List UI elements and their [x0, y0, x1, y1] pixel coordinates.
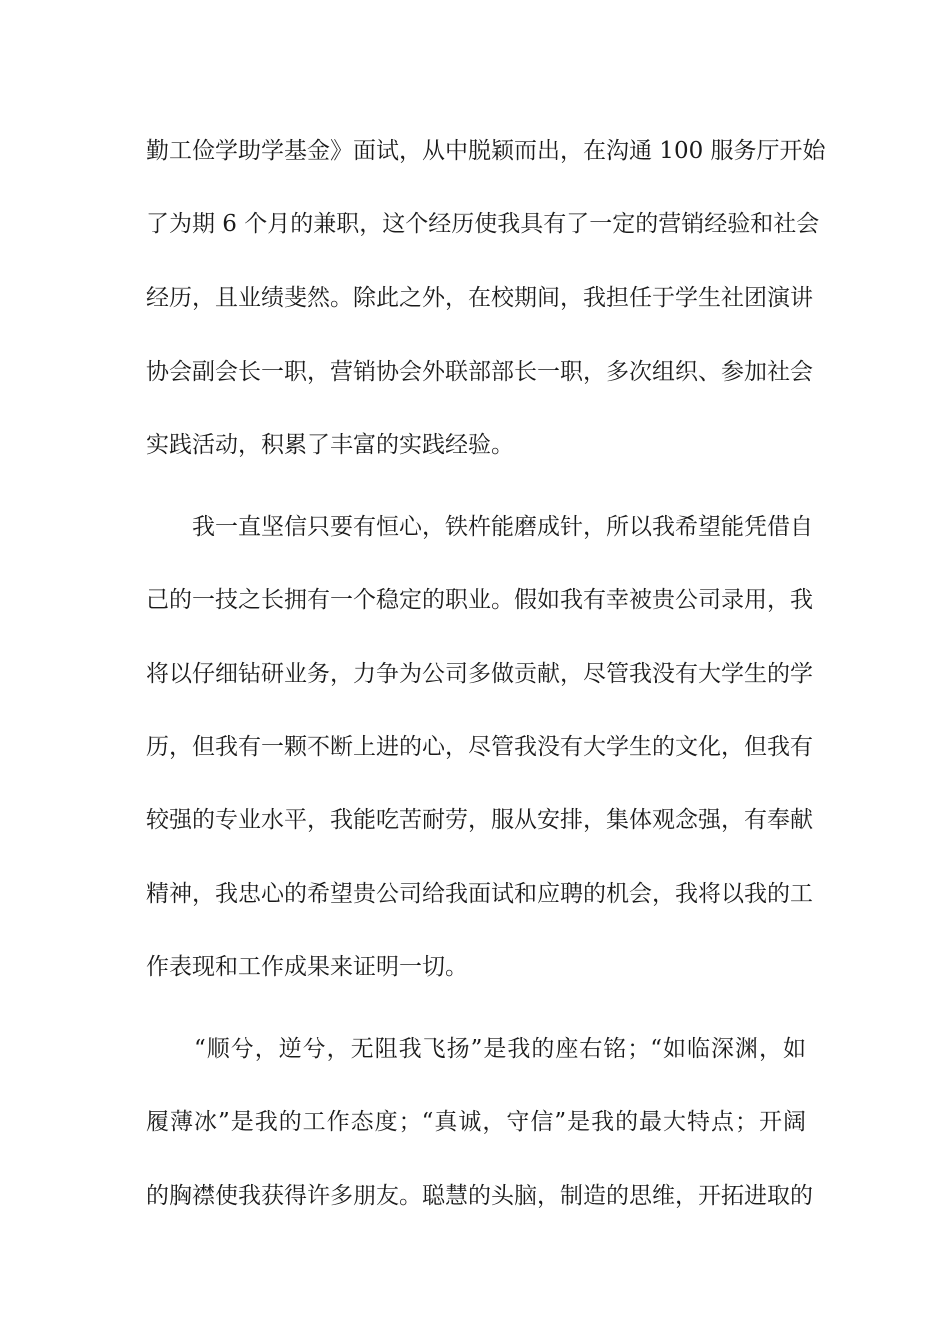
text-line: “顺兮，逆兮，无阻我飞扬”是我的座右铭；“如临深渊，如	[146, 1036, 806, 1062]
text-line: 精神，我忠心的希望贵公司给我面试和应聘的机会，我将以我的工	[146, 881, 813, 907]
text-line: 我一直坚信只要有恒心，铁杵能磨成针，所以我希望能凭借自	[146, 514, 813, 540]
text-line: 较强的专业水平，我能吃苦耐劳，服从安排，集体观念强，有奉献	[146, 807, 813, 833]
text-line: 的胸襟使我获得许多朋友。聪慧的头脑，制造的思维，开拓进取的	[146, 1183, 813, 1209]
text-line: 了为期 6 个月的兼职，这个经历使我具有了一定的营销经验和社会	[146, 211, 820, 237]
text-line: 历，但我有一颗不断上进的心，尽管我没有大学生的文化，但我有	[146, 734, 813, 760]
text-line: 经历，且业绩斐然。除此之外，在校期间，我担任于学生社团演讲	[146, 285, 813, 311]
text-line: 作表现和工作成果来证明一切。	[146, 954, 468, 980]
text-line: 协会副会长一职，营销协会外联部部长一职，多次组织、参加社会	[146, 359, 813, 385]
text-line: 将以仔细钻研业务，力争为公司多做贡献，尽管我没有大学生的学	[146, 661, 813, 687]
text-line: 己的一技之长拥有一个稳定的职业。假如我有幸被贵公司录用，我	[146, 587, 813, 613]
text-line: 勤工俭学助学基金》面试，从中脱颖而出，在沟通 100 服务厅开始	[146, 138, 826, 164]
text-line: 实践活动，积累了丰富的实践经验。	[146, 432, 514, 458]
text-line: 履薄冰”是我的工作态度；“真诚，守信”是我的最大特点；开阔	[146, 1109, 806, 1135]
